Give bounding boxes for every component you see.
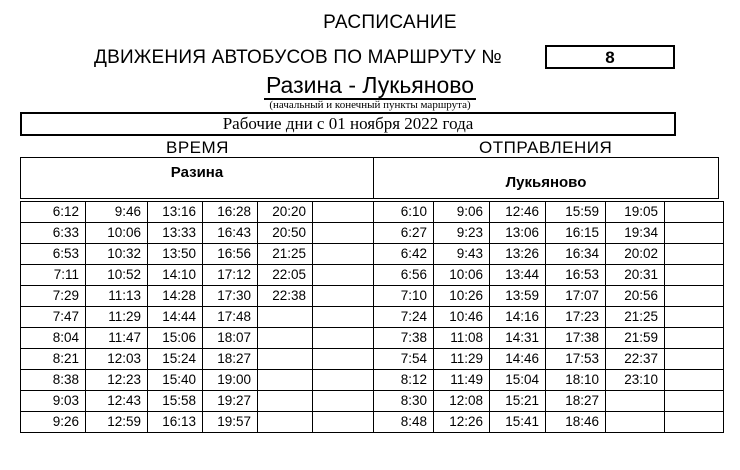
time-cell: 6:27 xyxy=(374,223,434,244)
time-cell: 18:10 xyxy=(546,370,606,391)
time-cell: 16:28 xyxy=(203,202,258,223)
time-cell: 13:26 xyxy=(490,244,546,265)
time-cell xyxy=(665,328,724,349)
time-cell xyxy=(258,349,313,370)
time-cell xyxy=(665,286,724,307)
time-cell: 10:26 xyxy=(434,286,490,307)
time-cell: 9:26 xyxy=(21,412,86,433)
table-row xyxy=(374,328,724,349)
time-cell: 8:38 xyxy=(21,370,86,391)
time-cell: 16:13 xyxy=(148,412,203,433)
time-cell: 14:16 xyxy=(490,307,546,328)
time-cell xyxy=(313,328,374,349)
time-cell: 13:50 xyxy=(148,244,203,265)
timetable-lukyanovo xyxy=(373,201,724,433)
route-name-text: Разина - Лукьяново xyxy=(265,72,475,98)
table-row xyxy=(374,412,724,433)
table-row xyxy=(374,286,724,307)
table-row xyxy=(21,349,374,370)
table-row xyxy=(374,307,724,328)
time-cell: 16:34 xyxy=(546,244,606,265)
time-cell: 7:54 xyxy=(374,349,434,370)
time-cell: 7:47 xyxy=(21,307,86,328)
time-cell: 19:00 xyxy=(203,370,258,391)
time-cell xyxy=(313,202,374,223)
time-cell: 20:31 xyxy=(606,265,665,286)
time-cell: 9:43 xyxy=(434,244,490,265)
time-cell xyxy=(665,244,724,265)
time-cell: 8:30 xyxy=(374,391,434,412)
table-row xyxy=(374,202,724,223)
time-cell: 17:48 xyxy=(203,307,258,328)
time-cell: 19:34 xyxy=(606,223,665,244)
time-cell: 23:10 xyxy=(606,370,665,391)
table-row xyxy=(21,370,374,391)
table-row xyxy=(21,307,374,328)
table-row xyxy=(374,349,724,370)
time-cell: 9:46 xyxy=(86,202,148,223)
time-cell: 15:24 xyxy=(148,349,203,370)
time-cell: 21:25 xyxy=(606,307,665,328)
time-cell: 17:23 xyxy=(546,307,606,328)
table-row xyxy=(21,286,374,307)
time-cell xyxy=(313,349,374,370)
time-cell: 11:49 xyxy=(434,370,490,391)
time-cell: 18:27 xyxy=(203,349,258,370)
time-cell: 12:08 xyxy=(434,391,490,412)
time-cell: 12:26 xyxy=(434,412,490,433)
time-cell: 7:38 xyxy=(374,328,434,349)
time-cell: 15:04 xyxy=(490,370,546,391)
table-row xyxy=(21,391,374,412)
time-cell xyxy=(258,328,313,349)
time-cell xyxy=(665,370,724,391)
route-name xyxy=(0,72,740,99)
time-cell: 20:50 xyxy=(258,223,313,244)
time-cell: 10:52 xyxy=(86,265,148,286)
time-cell: 16:15 xyxy=(546,223,606,244)
time-cell: 16:43 xyxy=(203,223,258,244)
time-cell: 8:48 xyxy=(374,412,434,433)
time-cell xyxy=(606,412,665,433)
time-cell: 8:21 xyxy=(21,349,86,370)
time-cell xyxy=(606,391,665,412)
time-cell xyxy=(313,286,374,307)
time-cell: 12:46 xyxy=(490,202,546,223)
time-cell: 13:16 xyxy=(148,202,203,223)
time-cell: 20:20 xyxy=(258,202,313,223)
time-cell: 6:42 xyxy=(374,244,434,265)
time-cell: 13:33 xyxy=(148,223,203,244)
time-cell: 22:38 xyxy=(258,286,313,307)
time-cell: 18:46 xyxy=(546,412,606,433)
stop-label-left: Разина xyxy=(170,164,224,181)
time-cell xyxy=(665,349,724,370)
table-row xyxy=(374,265,724,286)
time-cell: 21:59 xyxy=(606,328,665,349)
time-cell: 19:57 xyxy=(203,412,258,433)
time-cell: 18:27 xyxy=(546,391,606,412)
time-cell: 19:05 xyxy=(606,202,665,223)
time-cell: 7:10 xyxy=(374,286,434,307)
time-cell: 17:30 xyxy=(203,286,258,307)
table-row xyxy=(374,223,724,244)
time-cell: 14:44 xyxy=(148,307,203,328)
time-cell: 6:53 xyxy=(21,244,86,265)
time-cell: 7:11 xyxy=(21,265,86,286)
time-cell: 13:59 xyxy=(490,286,546,307)
table-row xyxy=(21,412,374,433)
time-cell: 12:23 xyxy=(86,370,148,391)
time-cell: 6:33 xyxy=(21,223,86,244)
time-cell: 11:47 xyxy=(86,328,148,349)
stop-label-right: Лукьяново xyxy=(505,174,587,191)
time-cell: 12:43 xyxy=(86,391,148,412)
time-cell xyxy=(258,307,313,328)
time-cell: 22:05 xyxy=(258,265,313,286)
table-row xyxy=(374,391,724,412)
table-row xyxy=(374,244,724,265)
time-cell: 22:37 xyxy=(606,349,665,370)
time-cell: 15:41 xyxy=(490,412,546,433)
time-cell: 15:21 xyxy=(490,391,546,412)
time-cell: 17:12 xyxy=(203,265,258,286)
time-cell xyxy=(313,391,374,412)
time-cell xyxy=(258,412,313,433)
time-cell xyxy=(665,202,724,223)
time-cell: 6:56 xyxy=(374,265,434,286)
time-cell: 9:06 xyxy=(434,202,490,223)
time-cell: 15:59 xyxy=(546,202,606,223)
title-route-movement: ДВИЖЕНИЯ АВТОБУСОВ ПО МАРШРУТУ № xyxy=(94,47,502,68)
time-cell xyxy=(313,370,374,391)
time-cell xyxy=(313,307,374,328)
time-cell: 20:56 xyxy=(606,286,665,307)
time-cell: 14:31 xyxy=(490,328,546,349)
time-cell: 15:58 xyxy=(148,391,203,412)
time-cell: 19:27 xyxy=(203,391,258,412)
table-row xyxy=(21,265,374,286)
time-cell: 8:12 xyxy=(374,370,434,391)
route-note: (начальный и конечный пункты маршрута) xyxy=(269,99,471,111)
table-row xyxy=(21,202,374,223)
time-cell: 11:29 xyxy=(86,307,148,328)
time-cell: 7:29 xyxy=(21,286,86,307)
time-cell: 10:32 xyxy=(86,244,148,265)
time-cell xyxy=(665,391,724,412)
time-cell: 9:03 xyxy=(21,391,86,412)
time-cell: 11:08 xyxy=(434,328,490,349)
time-cell: 11:29 xyxy=(434,349,490,370)
time-cell xyxy=(258,370,313,391)
stop-header-lukyanovo xyxy=(373,157,719,199)
time-cell: 20:02 xyxy=(606,244,665,265)
table-row xyxy=(21,223,374,244)
header-departure: ОТПРАВЛЕНИЯ xyxy=(479,138,613,157)
time-cell: 6:12 xyxy=(21,202,86,223)
time-cell xyxy=(258,391,313,412)
time-cell: 17:07 xyxy=(546,286,606,307)
timetable-razina xyxy=(20,201,374,433)
title-schedule: РАСПИСАНИЕ xyxy=(323,12,457,33)
time-cell xyxy=(313,412,374,433)
time-cell: 12:59 xyxy=(86,412,148,433)
time-cell xyxy=(313,244,374,265)
working-days-banner: Рабочие дни с 01 ноября 2022 года xyxy=(20,112,676,136)
time-cell xyxy=(665,265,724,286)
table-row xyxy=(21,244,374,265)
time-cell: 21:25 xyxy=(258,244,313,265)
time-cell: 10:46 xyxy=(434,307,490,328)
stop-header-razina xyxy=(20,157,374,199)
time-cell: 8:04 xyxy=(21,328,86,349)
time-cell: 10:06 xyxy=(86,223,148,244)
time-cell: 11:13 xyxy=(86,286,148,307)
time-cell: 18:07 xyxy=(203,328,258,349)
time-cell: 15:40 xyxy=(148,370,203,391)
table-row xyxy=(374,370,724,391)
time-cell: 12:03 xyxy=(86,349,148,370)
time-cell: 14:10 xyxy=(148,265,203,286)
time-cell: 14:46 xyxy=(490,349,546,370)
time-cell: 10:06 xyxy=(434,265,490,286)
time-cell xyxy=(665,412,724,433)
time-cell: 16:53 xyxy=(546,265,606,286)
time-cell: 17:53 xyxy=(546,349,606,370)
time-cell: 14:28 xyxy=(148,286,203,307)
time-cell xyxy=(665,223,724,244)
time-cell: 13:06 xyxy=(490,223,546,244)
time-cell: 6:10 xyxy=(374,202,434,223)
time-cell xyxy=(313,223,374,244)
time-cell: 7:24 xyxy=(374,307,434,328)
route-number-box: 8 xyxy=(545,45,675,69)
time-cell: 9:23 xyxy=(434,223,490,244)
time-cell xyxy=(313,265,374,286)
time-cell: 17:38 xyxy=(546,328,606,349)
time-cell: 15:06 xyxy=(148,328,203,349)
time-cell xyxy=(665,307,724,328)
table-row xyxy=(21,328,374,349)
header-time: ВРЕМЯ xyxy=(166,138,229,157)
time-cell: 16:56 xyxy=(203,244,258,265)
time-cell: 13:44 xyxy=(490,265,546,286)
